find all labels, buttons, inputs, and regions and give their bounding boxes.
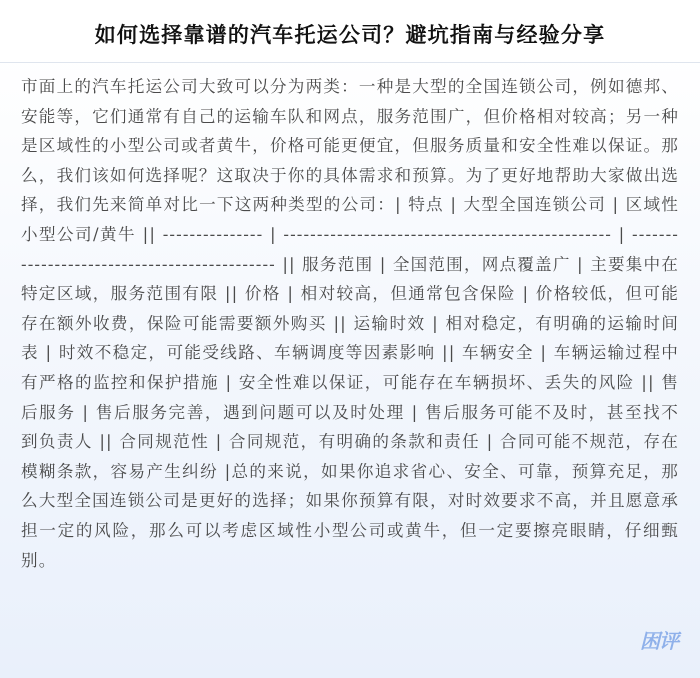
watermark-logo: 困评 bbox=[640, 629, 678, 653]
article-body: 市面上的汽车托运公司大致可以分为两类：一种是大型的全国连锁公司，例如德邦、安能等，它们通常有自己的运输车队和网点，服务范围广，但价格相对较高；另一种是区域性的小型公司或者黄牛，价格可能更便宜，但服务质量和安全性难以保证。那么，我们该如何选择呢？这取决于你的具体需求和预算。为了更好地帮助大家做出选择，我们先来简单对比一下这两种类型的公司：| 特点 | 大型全国连锁公司 | 区域性小型公司/黄牛 || --------------- | ------------------------------------------------- | --------------------------------------------- || 服务范围 | 全国范围，网点覆盖广 | 主要集中在特定区域，服务范围有限 || 价格 | 相对较高，但通常包含保险 | 价格较低，但可能存在额外收费，保险可能需要额外购买 || 运输时效 | 相对稳定，有明确的运输时间表 | 时效不稳定，可能受线路、车辆调度等因素影响 || 车辆安全 | 车辆运输过程中有严格的监控和保护措施 | 安全性难以保证，可能存在车辆损坏、丢失的风险 || 售后服务 | 售后服务完善，遇到问题可以及时处理 | 售后服务可能不及时，甚至找不到负责人 || 合同规范性 | 合同规范，有明确的条款和责任 | 合同可能不规范，存在模糊条款，容易产生纠纷 |总的来说，如果你追求省心、安全、可靠，预算充足，那么大型全国连锁公司是更好的选择；如果你预算有限，对时效要求不高，并且愿意承担一定的风险，那么可以考虑区域性小型公司或黄牛，但一定要擦亮眼睛，仔细甄别。 bbox=[21, 77, 679, 570]
title-divider bbox=[0, 62, 700, 63]
article-title: 如何选择靠谱的汽车托运公司？避坑指南与经验分享 bbox=[94, 23, 606, 47]
